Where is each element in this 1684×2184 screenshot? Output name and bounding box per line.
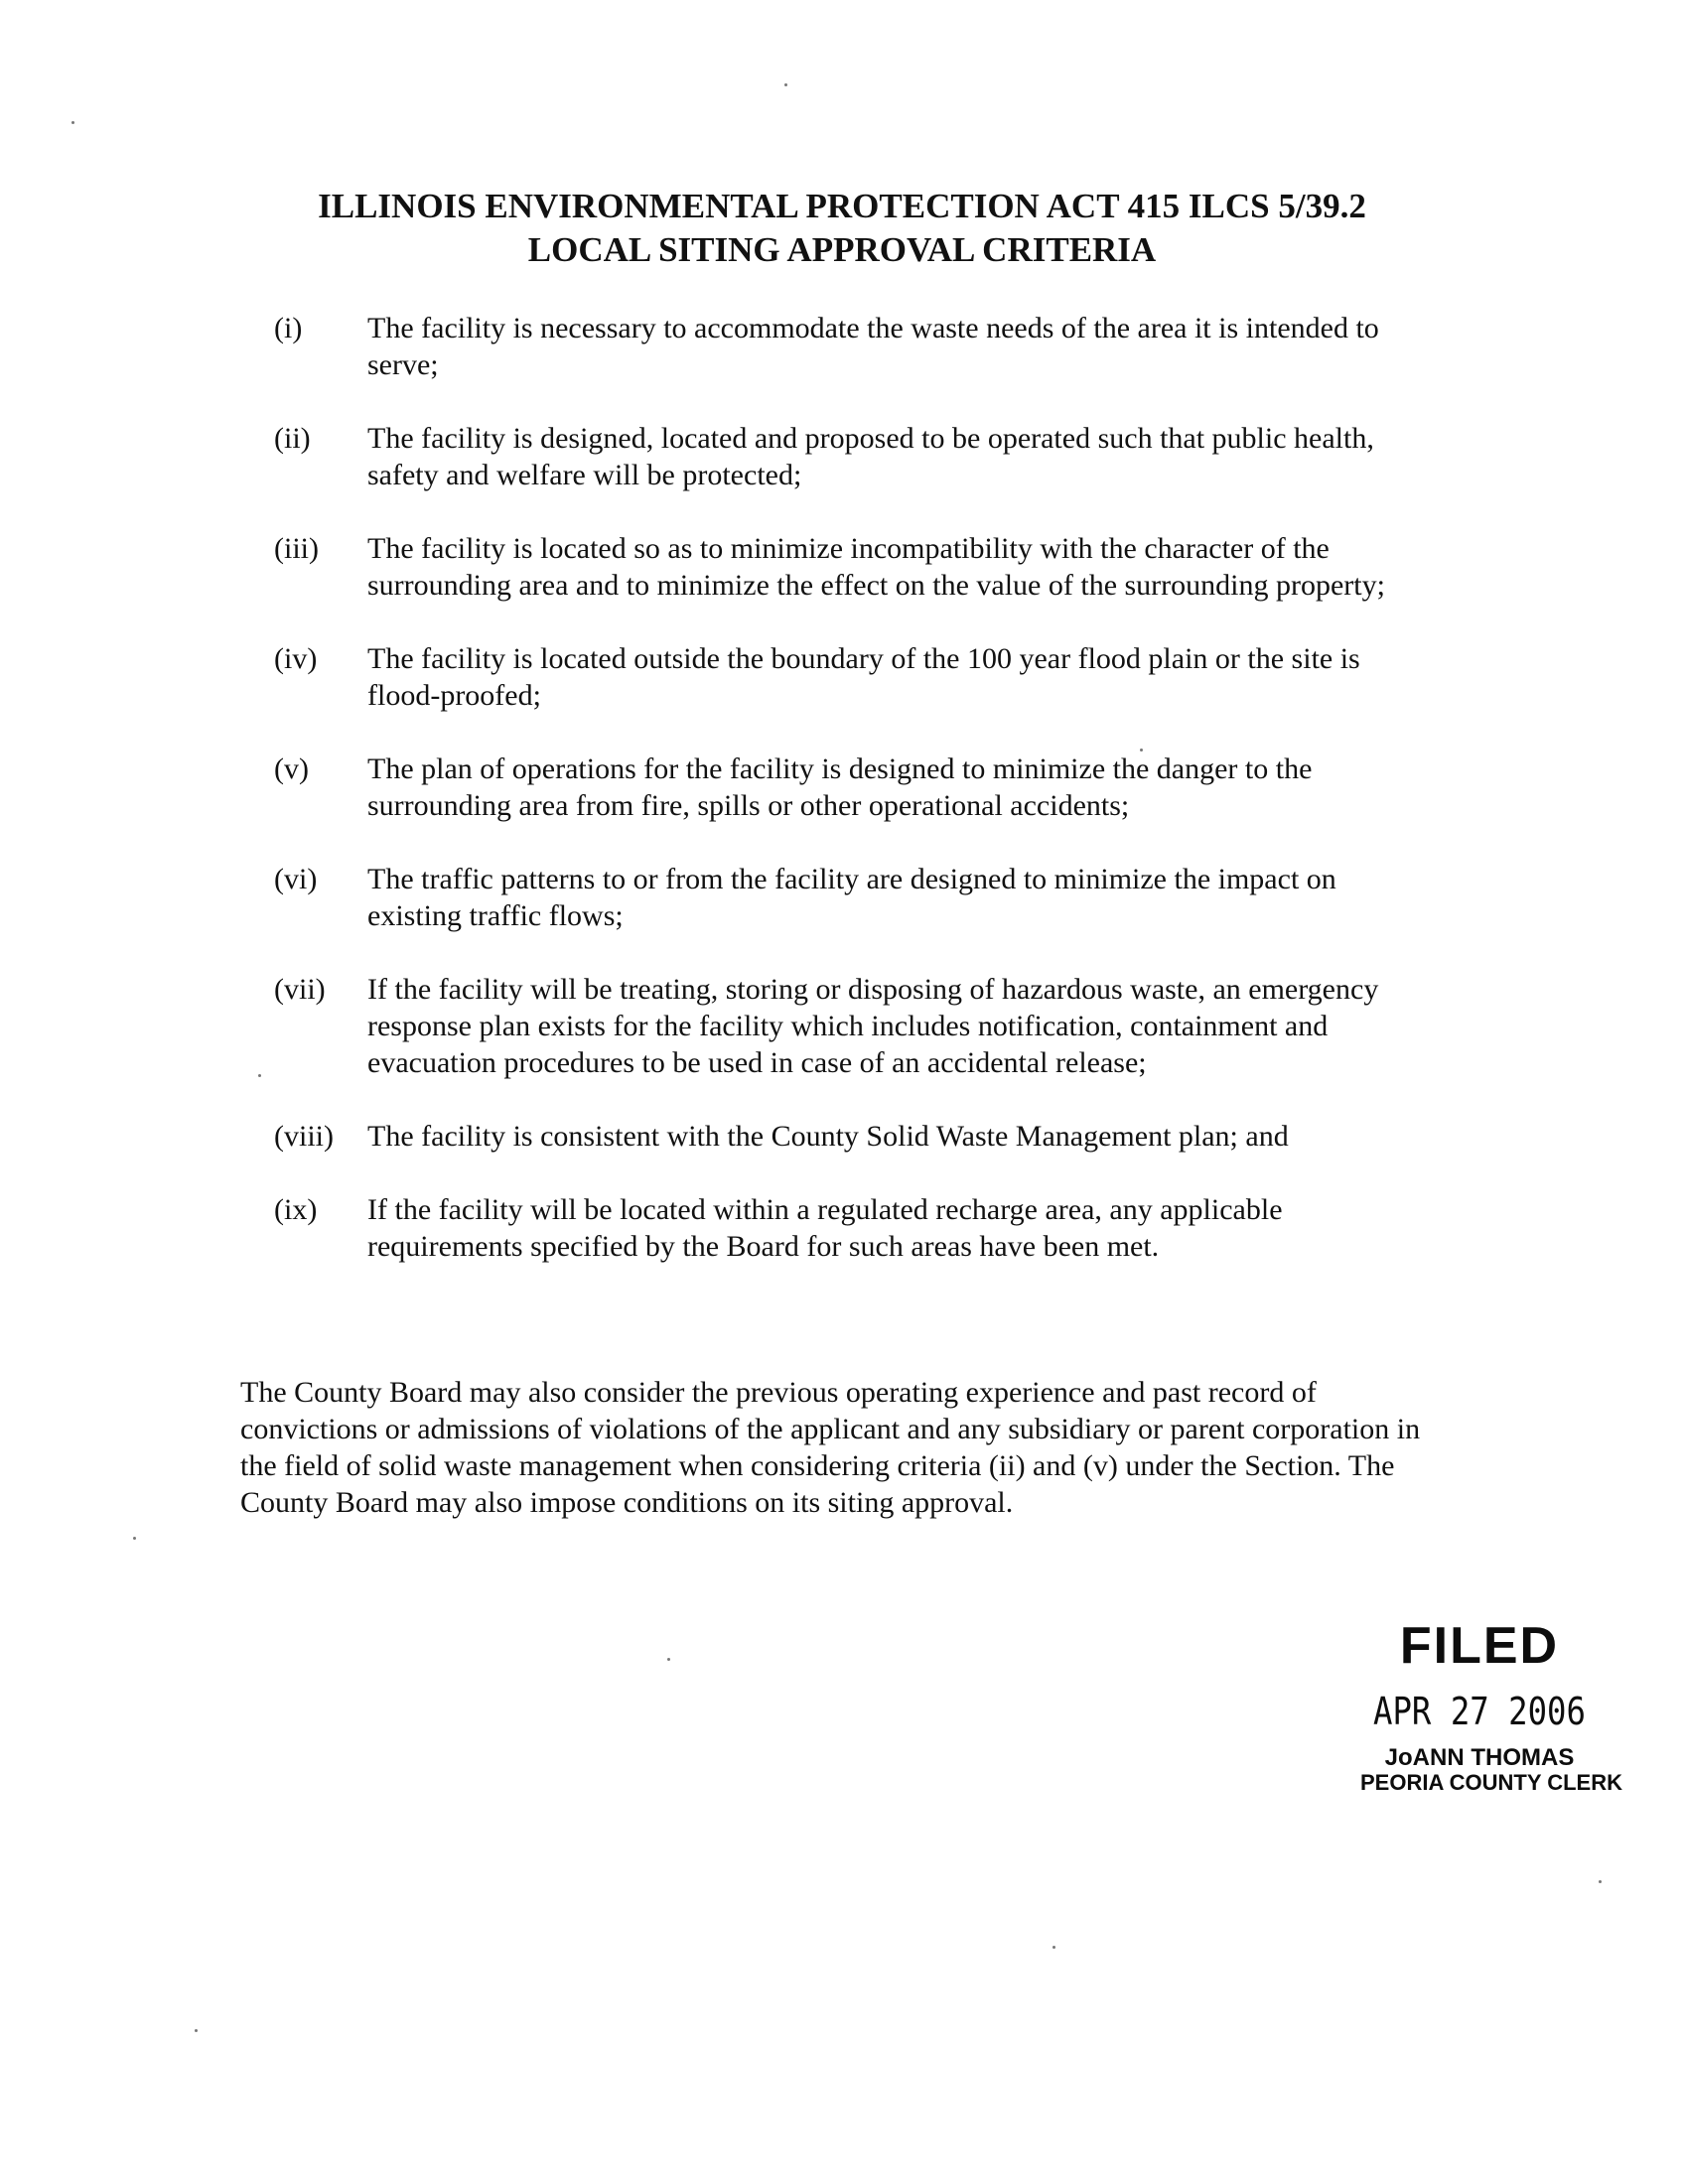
criterion-number: (viii) [274,1120,334,1153]
criterion-number: (ii) [274,422,311,455]
criterion-viii [274,1118,1426,1155]
scan-speck [1052,1946,1055,1949]
criterion-number: (vii) [274,973,326,1006]
criterion-v [274,751,1426,824]
scan-speck [1599,1880,1602,1883]
criterion-number: (v) [274,752,309,785]
scan-speck [195,2029,198,2032]
criterion-iv [274,640,1426,714]
stamp-filed-label: FILED [1399,1617,1560,1675]
scan-speck [258,1074,261,1077]
criterion-text: The facility is consistent with the County Solid Waste Management plan; and [367,1120,1289,1153]
criterion-number: (ix) [274,1193,318,1226]
stamp-clerk-name: JoANN THOMAS [1384,1744,1575,1771]
criterion-iii [274,530,1426,604]
criterion-i [274,310,1426,383]
document-heading [0,185,1684,272]
scan-speck [1140,749,1143,751]
filed-stamp [1331,1616,1628,1795]
stamp-clerk-office: PEORIA COUNTY CLERK [1359,1770,1623,1795]
criterion-text: The traffic patterns to or from the facility are designed to minimize the impact on existing traffic flows; [367,863,1336,932]
heading-line-1: ILLINOIS ENVIRONMENTAL PROTECTION ACT 415 ILCS 5/39.2 [318,187,1366,225]
criterion-text: The facility is located outside the boundary of the 100 year flood plain or the site is flood-proofed; [367,642,1360,712]
scan-speck [71,121,74,124]
scan-speck [784,83,787,86]
criterion-text: If the facility will be located within a regulated recharge area, any applicable requirements specified by the Board for such areas have been met. [367,1193,1283,1263]
criterion-number: (iii) [274,532,319,565]
criterion-number: (i) [274,312,303,344]
criterion-number: (iv) [274,642,318,675]
stamp-date: APR 27 2006 [1373,1690,1586,1733]
criterion-text: If the facility will be treating, storing or disposing of hazardous waste, an emergency response plan exists for the facility which includes notification, containment and evacuation procedures to be used in case of an accidental release; [367,973,1379,1079]
heading-line-2: LOCAL SITING APPROVAL CRITERIA [527,230,1157,269]
criterion-ix [274,1191,1426,1265]
criterion-vi [274,861,1426,934]
criterion-text: The plan of operations for the facility is designed to minimize the danger to the surrounding area from fire, spills or other operational accidents; [367,752,1313,822]
criterion-number: (vi) [274,863,318,895]
criterion-text: The facility is necessary to accommodate the waste needs of the area it is intended to serve; [367,312,1379,381]
scan-speck [667,1658,670,1661]
criterion-ii [274,420,1426,493]
closing-paragraph: The County Board may also consider the previous operating experience and past record of convictions or admissions of violations of the applicant and any subsidiary or parent corporation in the field of solid waste management when considering criteria (ii) and (v) under the Section. The County Board may also impose conditions on its siting approval. [240,1376,1421,1519]
criterion-vii [274,971,1426,1081]
criterion-text: The facility is designed, located and proposed to be operated such that public health, safety and welfare will be protected; [367,422,1374,491]
criteria-list [274,310,1426,1265]
scan-speck [133,1537,136,1540]
criterion-text: The facility is located so as to minimize incompatibility with the character of the surrounding area and to minimize the effect on the value of the surrounding property; [367,532,1385,602]
